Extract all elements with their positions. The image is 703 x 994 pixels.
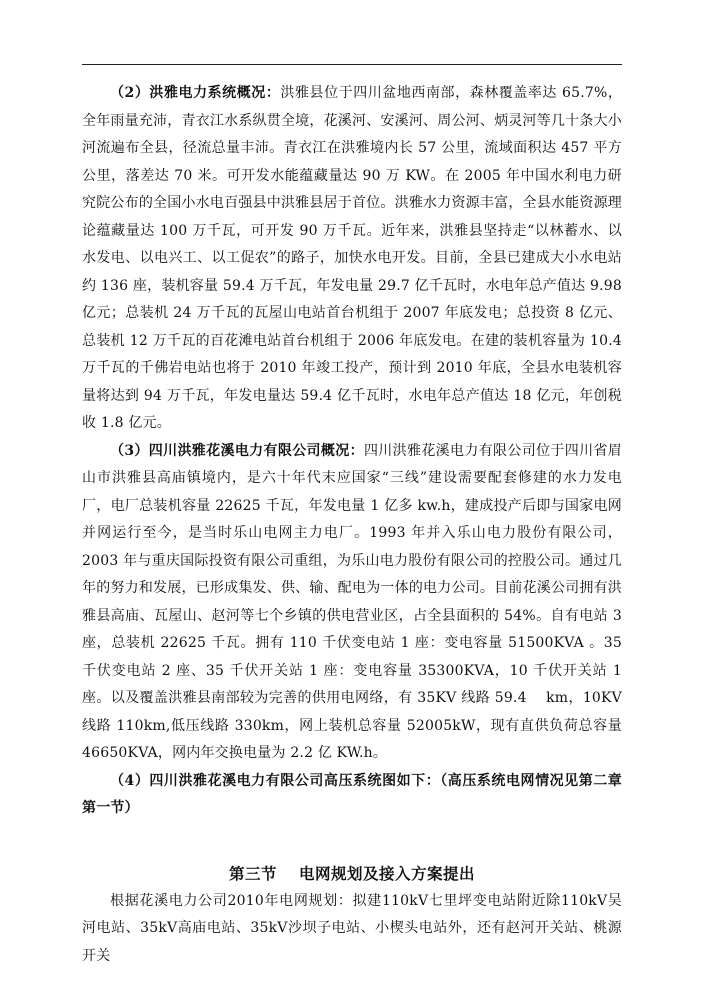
paragraph-body: 四川洪雅花溪电力有限公司位于四川省眉山市洪雅县高庙镇境内，是六十年代末应国家“三线”建设需要配套修建的水力发电厂，电厂总装机容量 22625 千瓦，年发电量 1 亿多 kw.h，建成投产后即与国家电网并网运行至今，是当时乐山电网主力电厂。1993 年并入乐山电力股份有限公司，2003 年与重庆国际投资有限公司重组，为乐山电力股份有限公司的控股公司。通过几年的努力和发展，已形成集发、供、输、配电为一体的电力公司。目前花溪公司拥有洪雅县高庙、瓦屋山、赵河等七个乡镇的供电营业区，占全县面积的 54%。自有电站 3 座，总装机 22625 千瓦。拥有 110 千伏变电站 1 座：变电容量 51500KVA 。35 千伏变电站 2 座、35 千伏开关站 1 座：变电容量 35300KVA，10 千伏开关站 1 座。以及覆盖洪雅县南部较为完善的供用电网络，有 35KV 线路 59.4 km，10KV 线路 110km,低压线路 330km，网上装机总容量 52005kW，现有直供负荷总容量 46650KVA，网内年交换电量为 2.2 亿 KW.h。 bbox=[82, 442, 622, 761]
section-number: 第三节 bbox=[228, 863, 277, 883]
section-title-text: 电网规划及接入方案提出 bbox=[299, 863, 476, 883]
section-title bbox=[82, 860, 622, 888]
document-content bbox=[82, 80, 622, 970]
paragraph-grid-planning: 根据花溪电力公司2010年电网规划：拟建110kV七里坪变电站附近除110kV吴河电站、35kV高庙电站、35kV沙坝子电站、小楔头电站外，还有赵河开关站、桃源开关 bbox=[82, 892, 622, 964]
paragraph-heading: （2）洪雅电力系统概况： bbox=[110, 85, 281, 101]
paragraph-power-system-overview bbox=[82, 80, 622, 438]
header-rule bbox=[82, 64, 622, 65]
paragraph-system-diagram-note bbox=[82, 768, 622, 823]
paragraph-heading: （3）四川洪雅花溪电力有限公司概况： bbox=[110, 442, 364, 459]
paragraph-company-overview bbox=[82, 438, 622, 768]
paragraph-heading: （4）四川洪雅花溪电力有限公司高压系统图如下：（高压系统电网情况见第二章第一节） bbox=[82, 772, 622, 816]
paragraph-body: 洪雅县位于四川盆地西南部，森林覆盖率达 65.7%，全年雨量充沛，青衣江水系纵贯全境，花溪河、安溪河、周公河、炳灵河等几十条大小河流遍布全县，径流总量丰沛。青衣江在洪雅境内长 57 公里，流域面积达 457 平方公里，落差达 70 米。可开发水能蕴藏量达 90 万 KW。在 2005 年中国水利电力研究院公布的全国小水电百强县中洪雅县居于首位。洪雅水力资源丰富，全县水能资源理论蕴藏量达 100 万千瓦，可开发 90 万千瓦。近年来，洪雅县坚持走“以林蓄水、以水发电、以电兴工、以工促农”的路子，加快水电开发。目前，全县已建成大小水电站约 136 座，装机容量 59.4 万千瓦，年发电量 29.7 亿千瓦时，水电年总产值达 9.98 亿元；总装机 24 万千瓦的瓦屋山电站首台机组于 2007 年底发电；总投资 8 亿元、总装机 12 万千瓦的百花滩电站首台机组于 2006 年底发电。在建的装机容量为 10.4 万千瓦的千佛岩电站也将于 2010 年竣工投产，预计到 2010 年底，全县水电装机容量将达到 94 万千瓦，年发电量达 59.4 亿千瓦时，水电年总产值达 18 亿元，年创税收 1.8 亿元。 bbox=[82, 85, 623, 431]
